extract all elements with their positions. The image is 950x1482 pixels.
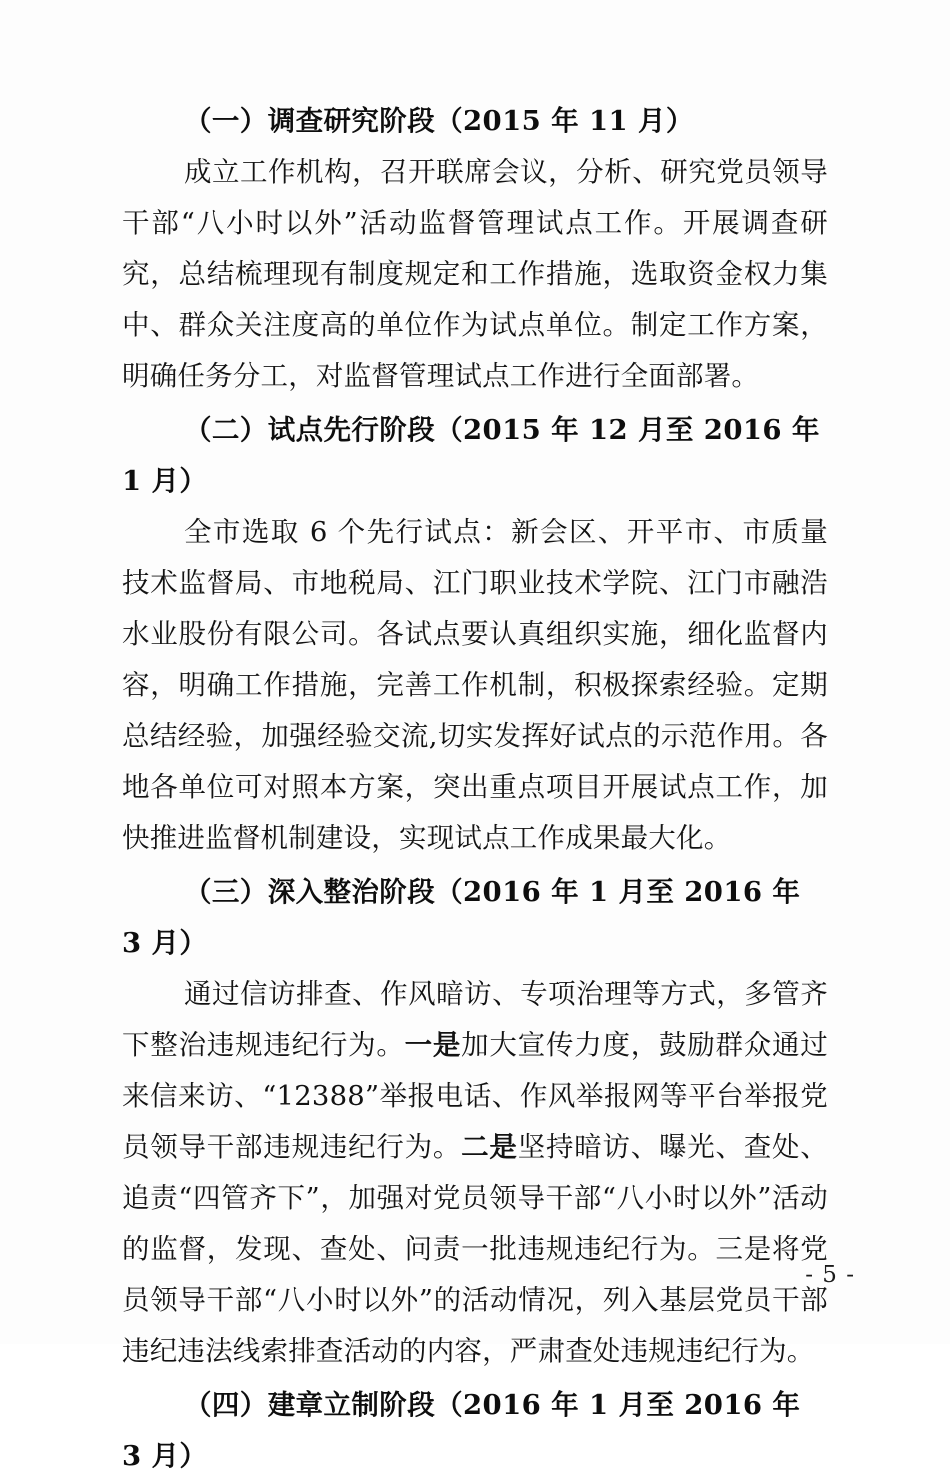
section-heading-1: （一）调查研究阶段（2015 年 11 月） bbox=[184, 105, 694, 137]
section-heading-2: （二）试点先行阶段（2015 年 12 月至 2016 年 1 月） bbox=[122, 414, 820, 497]
text-run: 坚持暗访、曝光、查处、追责“四管齐下”，加强对党员领导干部“八小时以外”活动的监督，发现、查处、问责一批违规违纪行为。三是将党员领导干部“八小时以外”的活动情况，列入基层党员干部违纪违法线索排查活动的内容，严肃查处违规违纪行为。 bbox=[122, 1131, 829, 1367]
text-run: 通过信访排查、作风暗访、专项治理等方式，多管齐下整治违规违纪行为。 bbox=[122, 978, 828, 1061]
section-body-1: 成立工作机构，召开联席会议，分析、研究党员领导干部“八小时以外”活动监督管理试点工作。开展调查研究，总结梳理现有制度规定和工作措施，选取资金权力集中、群众关注度高的单位作为试点单位。制定工作方案，明确任务分工，对监督管理试点工作进行全面部署。 bbox=[122, 156, 828, 392]
emphasis-run: 一是 bbox=[404, 1029, 462, 1061]
emphasis-run: 二是 bbox=[461, 1131, 518, 1163]
page-number: - 5 - bbox=[805, 1262, 855, 1288]
document-body bbox=[122, 96, 828, 1482]
section-heading-3: （三）深入整治阶段（2016 年 1 月至 2016 年 3 月） bbox=[122, 876, 801, 959]
section-heading-4: （四）建章立制阶段（2016 年 1 月至 2016 年 3 月） bbox=[122, 1389, 801, 1472]
section-body-2: 全市选取 6 个先行试点：新会区、开平市、市质量技术监督局、市地税局、江门职业技术学院、江门市融浩水业股份有限公司。各试点要认真组织实施，细化监督内容，明确工作措施，完善工作机制，积极探索经验。定期总结经验，加强经验交流,切实发挥好试点的示范作用。各地各单位可对照本方案，突出重点项目开展试点工作，加快推进监督机制建设，实现试点工作成果最大化。 bbox=[122, 516, 828, 854]
section-body-3 bbox=[122, 969, 828, 1377]
text-run: 加大宣传力度，鼓励群众通过来信来访、“12388”举报电话、作风举报网等平台举报党员领导干部违规违纪行为。 bbox=[122, 1029, 828, 1163]
